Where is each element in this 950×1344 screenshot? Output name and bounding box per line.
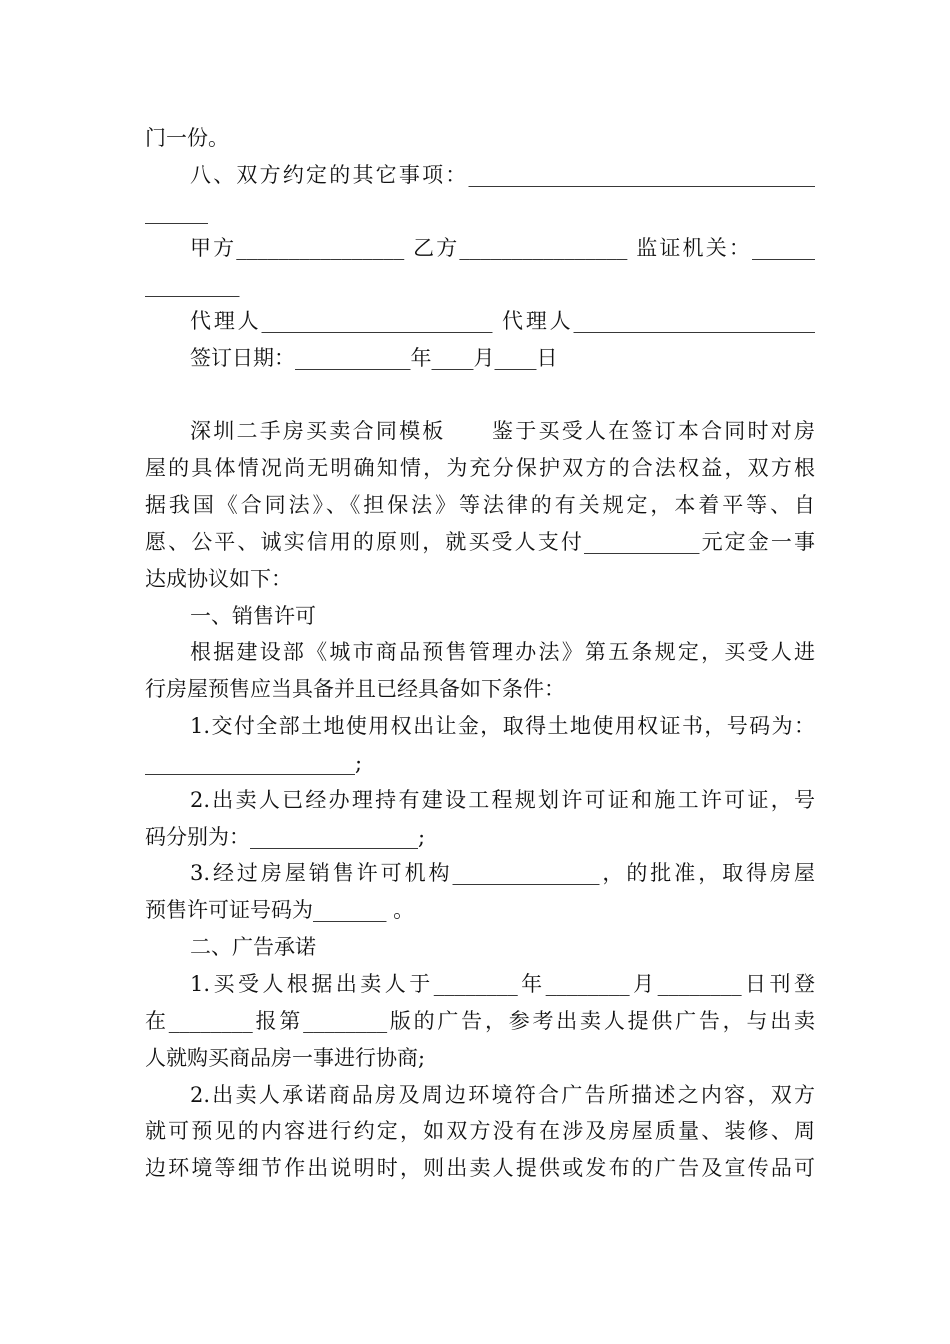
text-line: 愿、公平、诚实信用的原则，就买受人支付___________元定金一事 <box>145 530 815 554</box>
text-line: _________ <box>145 273 240 297</box>
text-line: 深圳二手房买卖合同模板 鉴于买受人在签订本合同时对房 <box>190 419 815 443</box>
text-line: 据我国《合同法》、《担保法》等法律的有关规定，本着平等、自 <box>145 493 815 517</box>
text-line: 根据建设部《城市商品预售管理办法》第五条规定，买受人进 <box>190 640 815 664</box>
text-line: 签订日期：___________年____月____日 <box>190 346 558 370</box>
text-line: 2.出卖人承诺商品房及周边环境符合广告所描述之内容，双方 <box>190 1083 815 1107</box>
text-line: 人就购买商品房一事进行协商; <box>145 1046 426 1070</box>
text-line: 八、双方约定的其它事项：_________________________________ <box>190 163 815 187</box>
text-line: ______ <box>145 200 208 224</box>
text-line: 甲方________________ 乙方________________ 监证机关：______ <box>190 236 815 260</box>
section-heading: 二、广告承诺 <box>190 935 316 959</box>
text-line: 1.买受人根据出卖人于________年________月________日刊登 <box>190 972 815 996</box>
text-line: 在________报第________版的广告，参考出卖人提供广告，与出卖 <box>145 1009 815 1033</box>
text-line: 预售许可证号码为_______ 。 <box>145 898 415 922</box>
text-line: 门一份。 <box>145 126 229 150</box>
text-line: 代理人______________________ 代理人_______________________ <box>190 309 815 333</box>
section-heading: 一、销售许可 <box>190 604 316 628</box>
text-line: ____________________; <box>145 751 363 775</box>
text-line: 2.出卖人已经办理持有建设工程规划许可证和施工许可证，号 <box>190 788 815 812</box>
text-line: 达成协议如下： <box>145 567 292 591</box>
text-line: 码分别为：________________; <box>145 825 426 849</box>
text-line: 行房屋预售应当具备并且已经具备如下条件： <box>145 677 565 701</box>
text-line: 屋的具体情况尚无明确知情，为充分保护双方的合法权益，双方根 <box>145 456 815 480</box>
text-line: 就可预见的内容进行约定，如双方没有在涉及房屋质量、装修、周 <box>145 1119 815 1143</box>
text-line: 1.交付全部土地使用权出让金，取得土地使用权证书，号码为： <box>190 714 815 738</box>
text-line: 3.经过房屋销售许可机构______________，的批准，取得房屋 <box>190 861 815 885</box>
text-line: 边环境等细节作出说明时，则出卖人提供或发布的广告及宣传品可 <box>145 1156 815 1180</box>
